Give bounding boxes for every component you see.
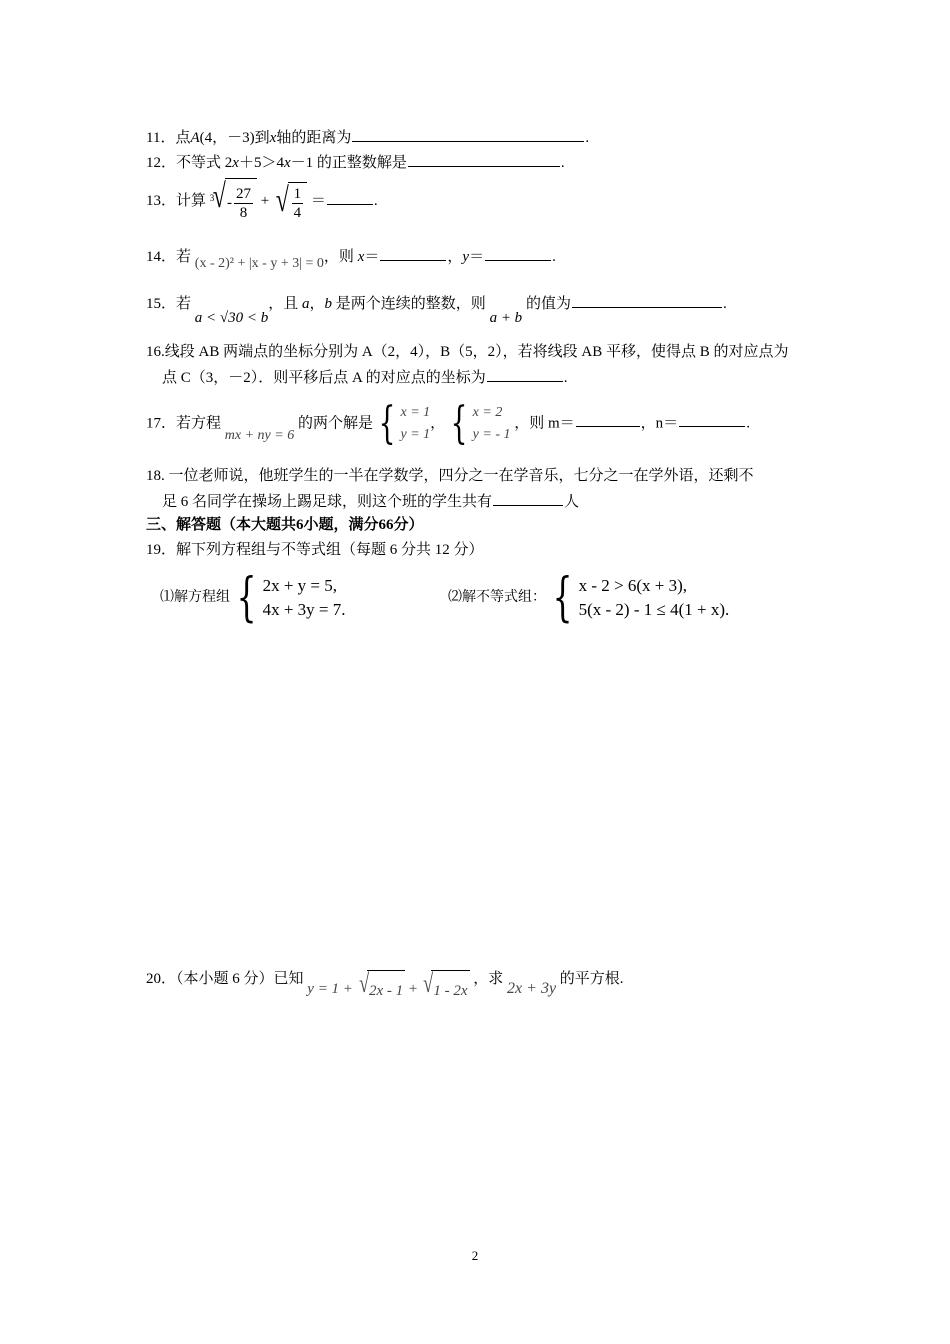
answer-blank[interactable]: [380, 246, 446, 261]
brace-icon: {: [236, 567, 257, 628]
solution-1: x = 1 y = 1: [400, 405, 431, 442]
answer-blank[interactable]: [576, 412, 640, 427]
question-17: 17．若方程 mx + ny = 6 的两个解是 { x = 1 y = 1 ， { x = 2 y = - 1 ，则 m＝ ，n＝ .: [146, 398, 750, 449]
radical-icon: √: [213, 178, 227, 215]
question-18-line2: 足 6 名同学在操场上踢足球，则这个班的学生共有 人: [162, 491, 579, 512]
question-13: 13．计算 3 √ - $\frac{27}{8}$ + √ $\frac{1}{4}$ ＝ .: [146, 178, 378, 225]
answer-blank[interactable]: [572, 293, 722, 308]
square-root: √ 1 - 2x: [421, 970, 469, 1009]
fraction: $\frac{27}{8}$: [235, 185, 251, 221]
question-20: 20．（本小题 6 分）已知 y = 1 + √ 2x - 1 + √ 1 - 2x ，求 2x + 3y 的平方根.: [146, 960, 624, 999]
question-16-line1: 16.线段 AB 两端点的坐标分别为 A（2，4），B（5，2），若将线段 AB 平移，使得点 B 的对应点为: [146, 344, 789, 360]
answer-blank[interactable]: [352, 127, 584, 142]
radical-icon: √: [358, 969, 369, 998]
answer-blank[interactable]: [487, 367, 563, 382]
question-18-line1: 18. 一位老师说，他班学生的一半在学数学，四分之一在学音乐，七分之一在学外语，还剩不: [146, 468, 754, 484]
fraction: $\frac{1}{4}$: [293, 185, 302, 221]
question-19-part1: ⑴解方程组 { 2x + y = 5, 4x + 3y = 7.: [160, 567, 346, 628]
brace-icon: {: [450, 398, 468, 449]
question-19-part2: ⑵解不等式组： { x - 2 > 6(x + 3), 5(x - 2) - 1 ≤ 4(1 + x).: [448, 567, 730, 628]
answer-blank[interactable]: [493, 491, 563, 506]
cube-root: 3 √ - $\frac{27}{8}$: [210, 178, 257, 225]
answer-blank[interactable]: [679, 412, 745, 427]
page-number: 2: [471, 1248, 479, 1263]
given-equation: y = 1 + √ 2x - 1 + √ 1 - 2x: [307, 981, 473, 997]
question-14: 14．若 (x - 2)² + |x - y + 3| = 0，则 x＝ ，y＝ .: [146, 246, 556, 268]
question-19-title: 19．解下列方程组与不等式组（每题 6 分共 12 分）: [146, 542, 484, 558]
question-16-line2: 点 C（3，－2）．则平移后点 A 的对应点的坐标为 .: [162, 367, 568, 388]
brace-icon: {: [378, 398, 396, 449]
question-11: 11．点A(4，－3)到x轴的距离为 .: [146, 127, 589, 148]
radical-icon: √: [423, 969, 434, 998]
radical-icon: √: [275, 181, 289, 219]
equation: mx + ny = 6: [224, 428, 295, 444]
question-15: 15．若 a < √30 < b，且 a，b 是两个连续的整数，则 a + b 的值为 .: [146, 293, 727, 314]
equation-system: 2x + y = 5, 4x + 3y = 7.: [262, 575, 346, 619]
square-root: √ 2x - 1: [357, 970, 405, 1009]
section-heading: 三、解答题（本大题共6小题，满分66分）: [146, 517, 424, 533]
question-12: 12．不等式 2x＋5＞4x－1 的正整数解是 .: [146, 152, 565, 173]
answer-blank[interactable]: [327, 190, 373, 205]
inequality: a < √30 < b: [194, 310, 269, 326]
sum-expression: a + b: [489, 310, 523, 326]
inequality-system: x - 2 > 6(x + 3), 5(x - 2) - 1 ≤ 4(1 + x).: [578, 575, 730, 619]
solution-2: x = 2 y = - 1: [472, 405, 511, 442]
answer-blank[interactable]: [408, 152, 560, 167]
target-expression: 2x + 3y: [507, 979, 557, 997]
square-root: [273, 182, 307, 222]
brace-icon: {: [552, 567, 573, 628]
answer-blank[interactable]: [485, 246, 551, 261]
equation: (x - 2)² + |x - y + 3| = 0: [194, 256, 324, 271]
